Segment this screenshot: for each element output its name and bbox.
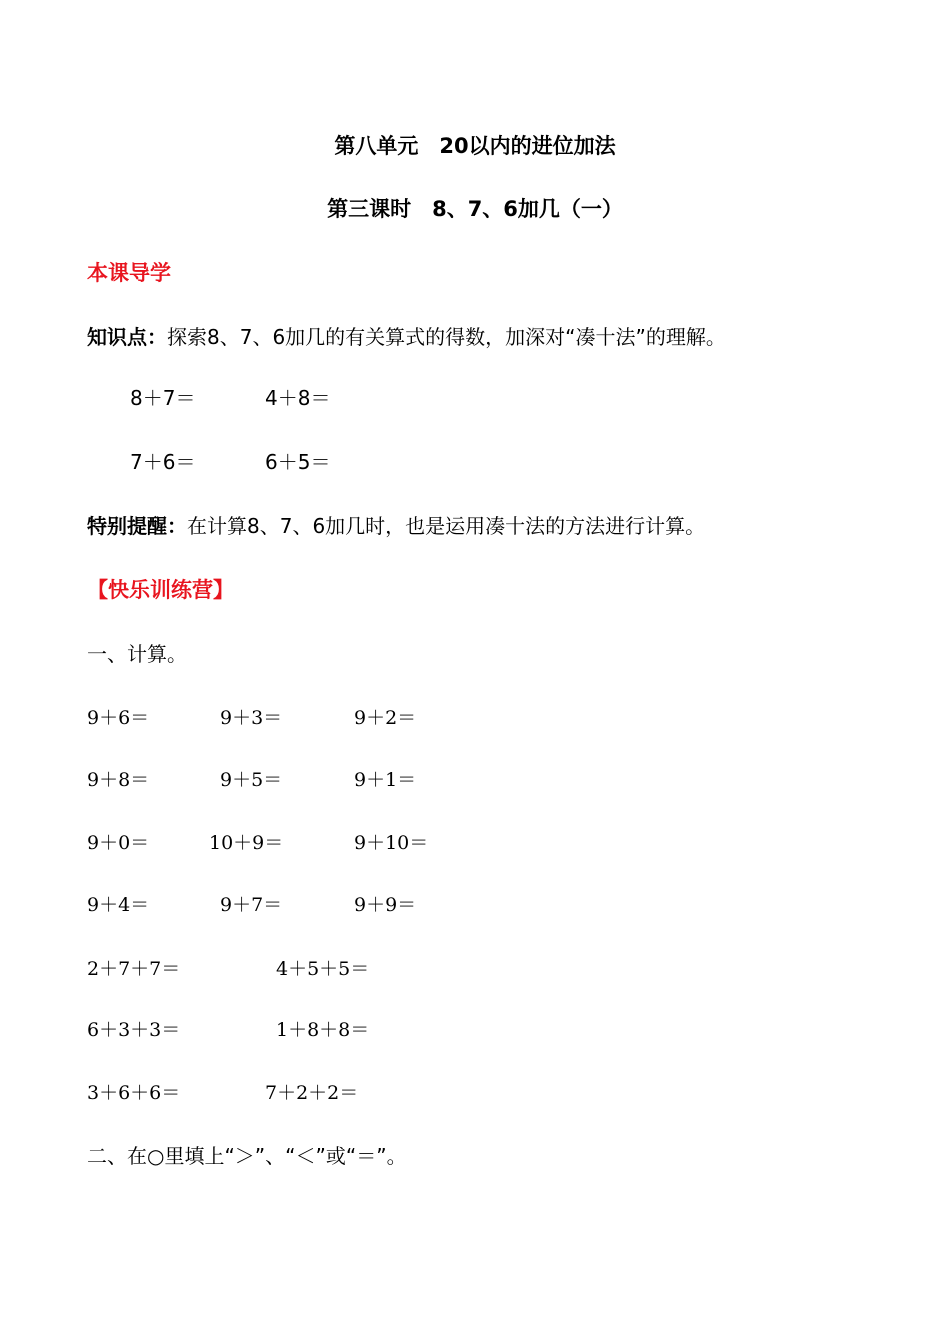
knowledge-text: 探索8、7、6加几的有关算式的得数，加深对“凑十法”的理解。 (167, 325, 726, 349)
practice-heading: 【快乐训练营】 (87, 578, 234, 602)
problem: 9＋4＝ (87, 894, 150, 916)
reminder-label: 特别提醒： (87, 514, 187, 538)
problem: 9＋7＝ (220, 894, 283, 916)
problem: 10＋9＝ (209, 832, 284, 854)
guide-heading: 本课导学 (87, 261, 171, 285)
problem: 9＋5＝ (220, 769, 283, 791)
section2-title: 二、在○里填上“＞”、“＜”或“＝”。 (87, 1144, 407, 1168)
example-1-2: 4＋8＝ (265, 386, 331, 410)
unit-title: 第八单元 20以内的进位加法 (334, 134, 616, 158)
problem: 9＋8＝ (87, 769, 150, 791)
problem: 9＋2＝ (354, 707, 417, 729)
problem: 9＋1＝ (354, 769, 417, 791)
example-2-1: 7＋6＝ (130, 450, 196, 474)
problem: 1＋8＋8＝ (276, 1019, 370, 1041)
special-reminder (87, 510, 705, 539)
problem: 9＋10＝ (354, 832, 429, 854)
problem: 3＋6＋6＝ (87, 1082, 181, 1104)
example-1-1: 8＋7＝ (130, 386, 196, 410)
problem: 9＋6＝ (87, 707, 150, 729)
problem: 4＋5＋5＝ (276, 958, 370, 980)
problem: 2＋7＋7＝ (87, 958, 181, 980)
reminder-text: 在计算8、7、6加几时，也是运用凑十法的方法进行计算。 (187, 514, 706, 538)
knowledge-label: 知识点： (87, 325, 167, 349)
example-2-2: 6＋5＝ (265, 450, 331, 474)
section1-title: 一、计算。 (87, 642, 187, 666)
problem: 9＋0＝ (87, 832, 150, 854)
knowledge-point (87, 321, 726, 350)
problem: 7＋2＋2＝ (265, 1082, 359, 1104)
lesson-title: 第三课时 8、7、6加几（一） (327, 197, 623, 221)
problem: 6＋3＋3＝ (87, 1019, 181, 1041)
problem: 9＋9＝ (354, 894, 417, 916)
problem: 9＋3＝ (220, 707, 283, 729)
